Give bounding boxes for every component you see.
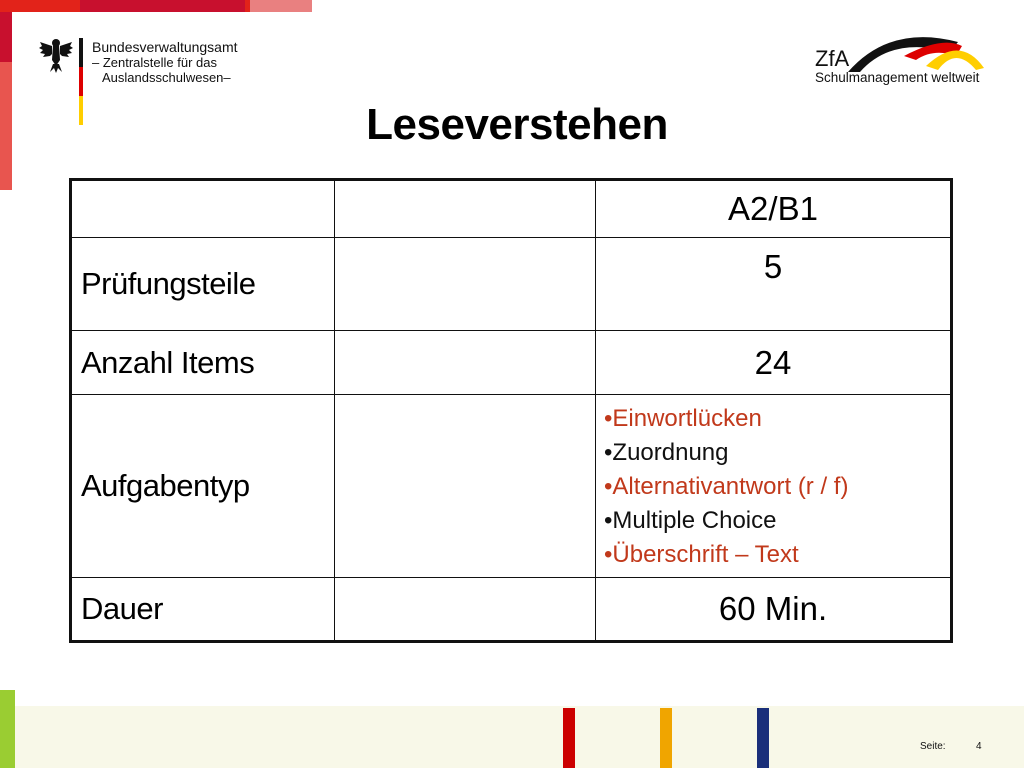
- row-label: Anzahl Items: [71, 331, 335, 395]
- exam-overview-table: [69, 178, 953, 643]
- page-number: 4: [976, 741, 982, 752]
- list-item: •Zuordnung: [604, 439, 729, 466]
- table-row: [71, 578, 952, 642]
- row-middle: [335, 238, 596, 331]
- row-label: Dauer: [71, 578, 335, 642]
- org-line-1: Bundesverwaltungsamt: [92, 39, 238, 55]
- row-value: 5: [596, 238, 952, 331]
- row-middle: [335, 578, 596, 642]
- top-accent-bar-light: [250, 0, 312, 12]
- row-label: Aufgabentyp: [71, 395, 335, 578]
- footer-green-accent: [0, 690, 15, 768]
- row-label: Prüfungsteile: [71, 238, 335, 331]
- table-row: [71, 395, 952, 578]
- list-item: •Einwortlücken: [604, 405, 762, 432]
- header-cell-level: A2/B1: [596, 180, 952, 238]
- row-middle: [335, 395, 596, 578]
- org-line-2: – Zentralstelle für das: [92, 55, 218, 70]
- task-type-list: [596, 395, 952, 578]
- row-middle: [335, 331, 596, 395]
- footer-stripe-red: [563, 708, 575, 768]
- side-accent-bar-dark: [0, 12, 12, 62]
- header-cell-2: [335, 180, 596, 238]
- top-accent-bar-dark: [80, 0, 245, 12]
- header-cell-1: [71, 180, 335, 238]
- zfa-logo-name: ZfA: [815, 46, 850, 71]
- page-title: Leseverstehen: [366, 100, 668, 149]
- footer-band: [0, 706, 1024, 768]
- table-row: [71, 238, 952, 331]
- list-item: •Alternativantwort (r / f): [604, 473, 849, 500]
- organization-name: [92, 40, 238, 85]
- table-row: [71, 331, 952, 395]
- list-item: •Überschrift – Text: [604, 541, 799, 568]
- page-label: Seite:: [920, 741, 946, 752]
- org-line-3: Auslandsschulwesen–: [102, 70, 231, 85]
- footer-stripe-gold: [660, 708, 672, 768]
- federal-eagle-icon: [38, 36, 74, 74]
- row-value: 60 Min.: [596, 578, 952, 642]
- table-header-row: [71, 180, 952, 238]
- zfa-logo-tagline: Schulmanagement weltweit: [815, 70, 980, 85]
- row-value: 24: [596, 331, 952, 395]
- footer-stripe-blue: [757, 708, 769, 768]
- list-item: •Multiple Choice: [604, 507, 777, 534]
